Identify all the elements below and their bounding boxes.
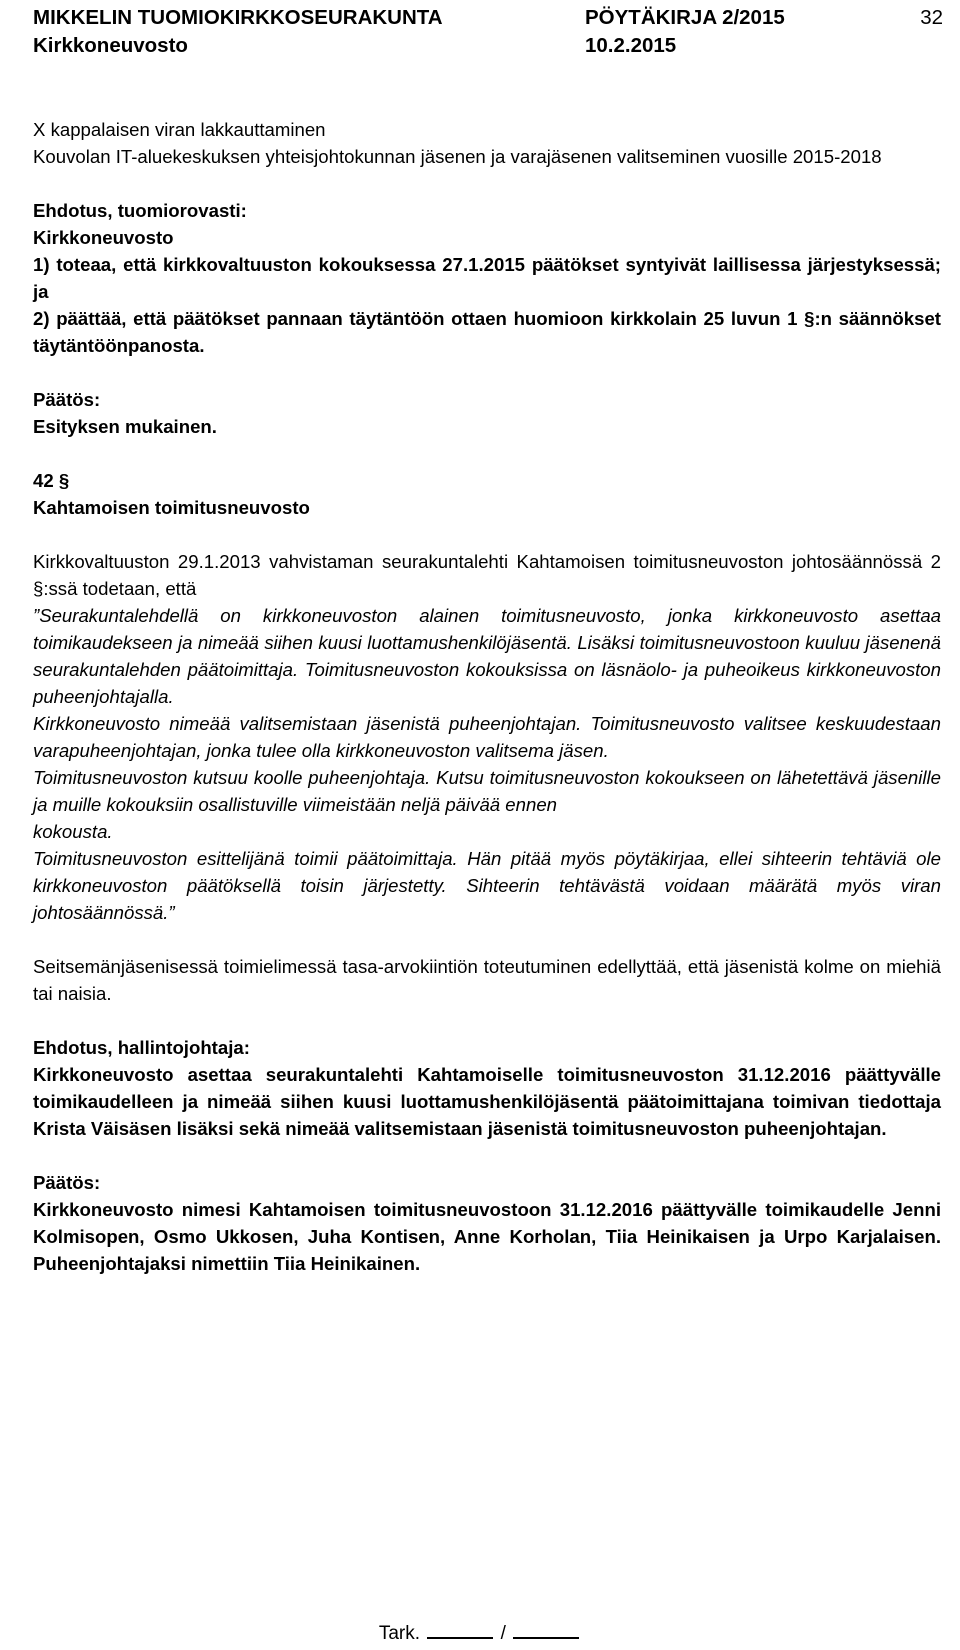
page-number: 32 bbox=[920, 6, 943, 29]
section-number: 42 § bbox=[33, 470, 70, 491]
proposal-heading: Ehdotus, hallintojohtaja: bbox=[33, 1037, 250, 1058]
prev-item-line1: X kappalaisen viran lakkauttaminen bbox=[33, 119, 326, 140]
quote-paragraph-3b: kokousta. bbox=[33, 821, 113, 842]
decision-heading: Päätös: bbox=[33, 1172, 101, 1193]
footer-separator: / bbox=[500, 1623, 506, 1644]
page-footer bbox=[0, 1620, 960, 1646]
section-intro: Kirkkovaltuuston 29.1.2013 vahvistaman seurakuntalehti Kahtamoisen toimitusneuvoston johtosäännössä 2 §:ssä todetaan, että bbox=[33, 551, 941, 599]
quote-paragraph-2: Kirkkoneuvosto nimeää valitsemistaan jäsenistä puheenjohtajan. Toimitusneuvosto valitsee keskuudestaan varapuheenjohtajan, jonka tulee olla kirkkoneuvoston valitsema jäsen. bbox=[33, 713, 941, 761]
document-body bbox=[33, 116, 941, 1277]
quote-paragraph-4: Toimitusneuvoston esittelijänä toimii päätoimittaja. Hän pitää myös pöytäkirjaa, ellei sihteerin tehtäviä ole kirkkoneuvoston päätöksellä toisin järjestetty. Sihteerin tehtävästä voidaan määrätä myös viran johtosäännössä.” bbox=[33, 848, 941, 923]
quote-paragraph-3: Toimitusneuvoston kutsuu koolle puheenjohtaja. Kutsu toimitusneuvoston kokoukseen on lähetettävä jäsenille ja muille kokouksiin osallistuville viimeistään neljä päivää ennen bbox=[33, 767, 941, 815]
check-blank-1 bbox=[427, 1620, 493, 1639]
proposal-text: Kirkkoneuvosto asettaa seurakuntalehti Kahtamoiselle toimitusneuvoston 31.12.2016 päättyvälle toimikaudelleen ja nimeää siihen kuusi luottamushenkilöjäsentä päätoimittajana toimivan tiedottaja Krista Väisäsen lisäksi sekä nimeää valitsemistaan jäsenistä toimitusneuvoston puheenjohtajan. bbox=[33, 1064, 941, 1139]
prev-proposal-item1: 1) toteaa, että kirkkovaltuuston kokouksessa 27.1.2015 päätökset syntyivät laillisessa järjestyksessä; ja bbox=[33, 254, 941, 302]
prev-item-line2: Kouvolan IT-aluekeskuksen yhteisjohtokunnan jäsenen ja varajäsenen valitseminen vuosille 2015-2018 bbox=[33, 146, 882, 167]
section-title: Kahtamoisen toimitusneuvosto bbox=[33, 497, 310, 518]
prev-proposal-body: Kirkkoneuvosto bbox=[33, 227, 174, 248]
decision-text: Kirkkoneuvosto nimesi Kahtamoisen toimitusneuvostoon 31.12.2016 päättyvälle toimikaudelle Jenni Kolmisopen, Osmo Ukkosen, Juha Kontisen, Anne Korholan, Tiia Heinikaisen ja Urpo Karjalaisen. Puheenjohtajaksi nimettiin Tiia Heinikainen. bbox=[33, 1199, 941, 1274]
prev-proposal-heading: Ehdotus, tuomiorovasti: bbox=[33, 200, 247, 221]
body-name: Kirkkoneuvosto bbox=[33, 34, 188, 57]
org-name: MIKKELIN TUOMIOKIRKKOSEURAKUNTA bbox=[33, 6, 443, 29]
prev-decision-text: Esityksen mukainen. bbox=[33, 416, 217, 437]
check-blank-2 bbox=[513, 1620, 579, 1639]
meeting-date: 10.2.2015 bbox=[585, 34, 677, 57]
prev-decision-heading: Päätös: bbox=[33, 389, 101, 410]
prev-proposal-item2: 2) päättää, että päätökset pannaan täytäntöön ottaen huomioon kirkkolain 25 luvun 1 §:n säännökset täytäntöönpanosta. bbox=[33, 308, 941, 356]
quote-paragraph-1: ”Seurakuntalehdellä on kirkkoneuvoston alainen toimitusneuvosto, jonka kirkkoneuvosto asettaa toimikaudekseen ja nimeää siihen kuusi luottamushenkilöjäsentä. Lisäksi toimitusneuvostoon kuuluu jäsenenä seurakuntalehden päätoimittaja. Toimitusneuvoston kokouksissa on läsnäolo- ja puheoikeus kirkkoneuvoston puheenjohtajalla. bbox=[33, 605, 941, 707]
footer-label: Tark. bbox=[378, 1623, 421, 1644]
doc-title: PÖYTÄKIRJA 2/2015 bbox=[585, 6, 785, 29]
equality-paragraph: Seitsemänjäsenisessä toimielimessä tasa-arvokiintiön toteutuminen edellyttää, että jäsenistä kolme on miehiä tai naisia. bbox=[33, 956, 941, 1004]
page-header bbox=[33, 4, 943, 60]
